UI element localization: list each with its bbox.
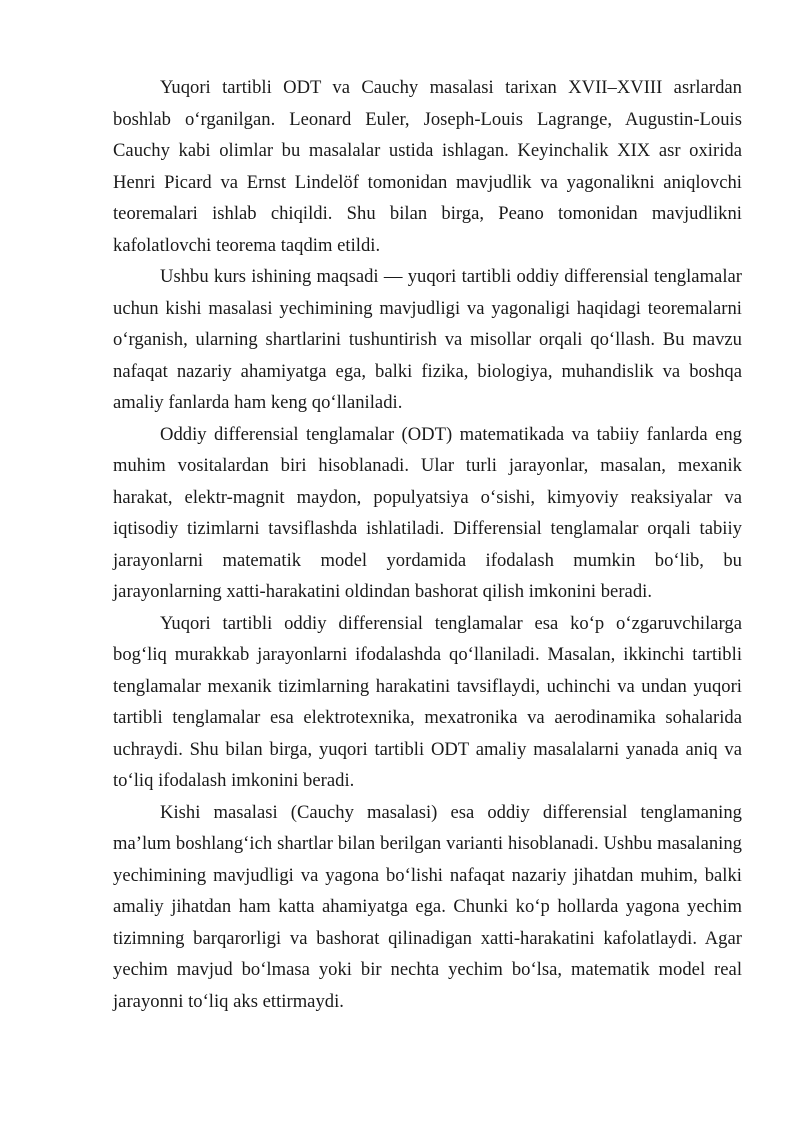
paragraph-higher-order: Yuqori tartibli oddiy differensial tenglamalar esa ko‘p o‘zgaruvchilarga bog‘liq murakkab jarayonlarni ifodalashda qo‘llaniladi. Masalan, ikkinchi tartibli tenglamalar mexanik tizimlarning harakatini tavsiflaydi, uchinchi va undan yuqori tartibli tenglamalar esa elektrotexnika, mexatronika va aerodinamika sohalarida uchraydi. Shu bilan birga, yuqori tartibli ODT amaliy masalalarni yanada aniq va to‘liq ifodalash imkonini beradi. [113, 612, 742, 791]
paragraph-goal: Ushbu kurs ishining maqsadi — yuqori tartibli oddiy differensial tenglamalar uchun kishi masalasi yechimining mavjudligi va yagonaligi haqidagi teoremalarni o‘rganish, ularning shartlarini tushuntirish va misollar orqali qo‘llash. Bu mavzu nafaqat nazariy ahamiyatga ega, balki fizika, biologiya, muhandislik va boshqa amaliy fanlarda ham keng qo‘llaniladi. [113, 266, 742, 413]
paragraph-cauchy-problem: Kishi masalasi (Cauchy masalasi) esa oddiy differensial tenglamaning ma’lum boshlang‘ich shartlar bilan berilgan varianti hisoblanadi. Ushbu masalaning yechimining mavjudligi va yagona bo‘lishi nafaqat nazariy jihatdan muhim, balki amaliy jihatdan ham katta ahamiyatga ega. Chunki ko‘p hollarda yagona yechim tizimning barqarorligi va bashorat qilinadigan xatti-harakatini kafolatlaydi. Agar yechim mavjud bo‘lmasa yoki bir nechta yechim bo‘lsa, matematik model real jarayonni to‘liq aks ettirmaydi. [113, 801, 742, 1012]
paragraph-history: Yuqori tartibli ODT va Cauchy masalasi tarixan XVII–XVIII asrlardan boshlab o‘rganilgan. Leonard Euler, Joseph-Louis Lagrange, Augustin-Louis Cauchy kabi olimlar bu masalalar ustida ishlagan. Keyinchalik XIX asr oxirida Henri Picard va Ernst Lindelöf tomonidan mavjudlik va yagonalikni aniqlovchi teoremalari ishlab chiqildi. Shu bilan birga, Peano tomonidan mavjudlikni kafolatlovchi teorema taqdim etildi. [113, 77, 742, 256]
paragraph-ode-importance: Oddiy differensial tenglamalar (ODT) matematikada va tabiiy fanlarda eng muhim vositalardan biri hisoblanadi. Ular turli jarayonlar, masalan, mexanik harakat, elektr-magnit maydon, populyatsiya o‘sishi, kimyoviy reaksiyalar va iqtisodiy tizimlarni tavsiflashda ishlatiladi. Differensial tenglamalar orqali tabiiy jarayonlarni matematik model yordamida ifodalash mumkin bo‘lib, bu jarayonlarning xatti-harakatini oldindan bashorat qilish imkonini beradi. [113, 423, 742, 602]
